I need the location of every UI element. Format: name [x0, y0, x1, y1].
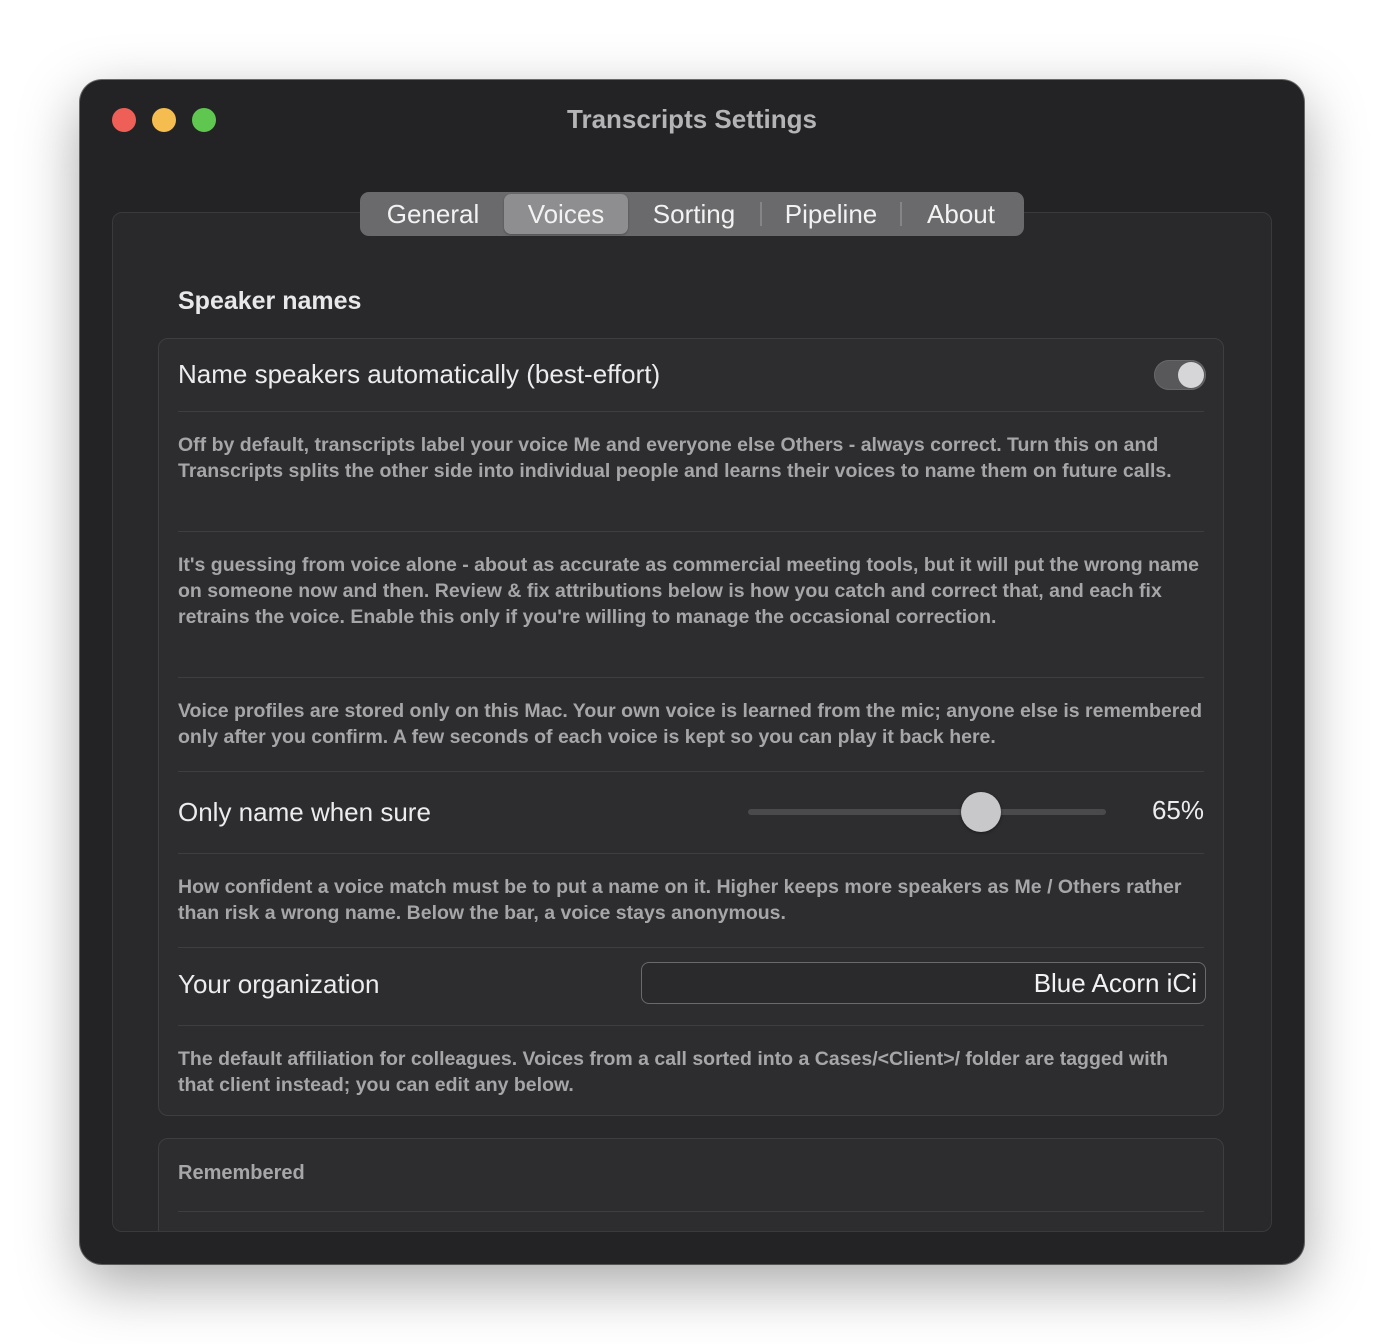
- tab-pipeline[interactable]: Pipeline: [784, 198, 878, 229]
- auto-name-label: Name speakers automatically (best-effort): [178, 359, 661, 389]
- accuracy-description: It's guessing from voice alone - about as accurate as commercial meeting tools, but it will put the wrong name on someone now and then. Review & fix attributions below is how you catch and correct that, and each fix retrains the voice. Enable this only if you're willing to manage the occasional correction.: [178, 554, 1200, 628]
- tab-about[interactable]: About: [927, 198, 995, 229]
- auto-name-toggle[interactable]: [1154, 360, 1206, 390]
- settings-panel: [112, 212, 1272, 1232]
- divider: [178, 853, 1204, 854]
- section-title-speaker-names: Speaker names: [178, 287, 362, 315]
- remembered-group: [158, 1138, 1224, 1232]
- organization-input[interactable]: [641, 962, 1206, 1004]
- organization-label: Your organization: [178, 969, 380, 999]
- divider: [178, 411, 1204, 412]
- window-title: Transcripts Settings: [567, 104, 817, 134]
- divider: [178, 1025, 1204, 1026]
- toggle-knob: [1178, 362, 1204, 388]
- tab-general[interactable]: General: [386, 198, 480, 229]
- divider: [178, 677, 1204, 678]
- remembered-header: Remembered: [178, 1162, 305, 1184]
- privacy-description: Voice profiles are stored only on this Mac. Your own voice is learned from the mic; anyone else is remembered only after you confirm. A few seconds of each voice is kept so you can play it back here.: [178, 700, 1203, 748]
- divider: [178, 531, 1204, 532]
- organization-description: The default affiliation for colleagues. Voices from a call sorted into a Cases/<Client>/ folder are tagged with that client instead; you can edit any below.: [178, 1048, 1169, 1096]
- settings-tab-bar: [360, 192, 1024, 236]
- divider: [178, 1211, 1204, 1212]
- settings-window: [80, 80, 1304, 1264]
- confidence-slider-knob[interactable]: [961, 792, 1001, 832]
- speaker-names-group: [158, 338, 1224, 1116]
- divider: [178, 947, 1204, 948]
- tab-sorting[interactable]: Sorting: [652, 198, 736, 229]
- confidence-value: 65%: [1151, 795, 1204, 825]
- confidence-slider[interactable]: [748, 809, 1106, 815]
- confidence-label: Only name when sure: [178, 797, 431, 827]
- auto-name-description: Off by default, transcripts label your voice Me and everyone else Others - always correct. Turn this on and Transcripts splits the other side into individual people and learns their voices to name them on future calls.: [178, 434, 1172, 482]
- tab-voices[interactable]: Voices: [504, 194, 628, 234]
- confidence-description: How confident a voice match must be to put a name on it. Higher keeps more speakers as Me / Others rather than risk a wrong name. Below the bar, a voice stays anonymous.: [178, 876, 1182, 924]
- divider: [178, 771, 1204, 772]
